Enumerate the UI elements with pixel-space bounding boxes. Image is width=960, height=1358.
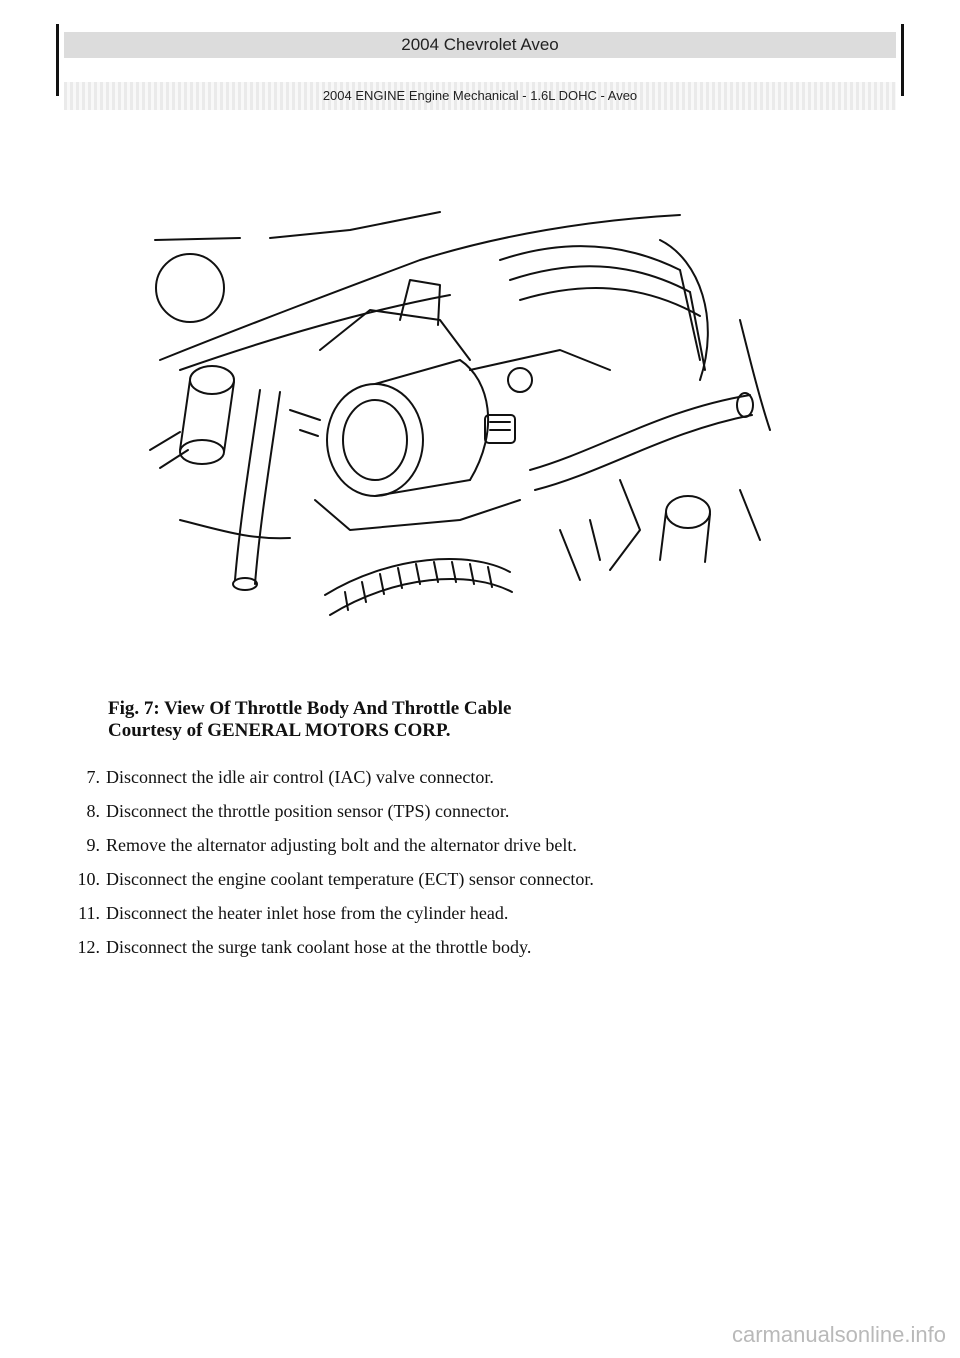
site-watermark: carmanualsonline.info: [731, 1322, 946, 1347]
step-item: [50, 862, 910, 896]
step-text: Remove the alternator adjusting bolt and the alternator drive belt.: [106, 835, 577, 855]
step-item: [50, 760, 910, 794]
step-text: Disconnect the idle air control (IAC) valve connector.: [106, 767, 494, 787]
step-item: [50, 794, 910, 828]
header-title: 2004 Chevrolet Aveo: [64, 32, 896, 58]
figure-caption: [108, 698, 808, 742]
header-subtitle: 2004 ENGINE Engine Mechanical - 1.6L DOHC - Aveo: [64, 82, 896, 110]
step-number: 10.: [77, 869, 100, 889]
step-text: Disconnect the surge tank coolant hose at the throttle body.: [106, 937, 532, 957]
step-number: 11.: [78, 903, 100, 923]
caption-credit: Courtesy of GENERAL MOTORS CORP.: [108, 720, 451, 741]
procedure-steps: [50, 760, 910, 964]
step-item: [50, 930, 910, 964]
header-right-rule: [901, 24, 904, 96]
step-number: 12.: [77, 937, 100, 957]
step-number: 7.: [86, 767, 100, 787]
step-number: 8.: [86, 801, 100, 821]
caption-title: Fig. 7: View Of Throttle Body And Throttle Cable: [108, 698, 512, 719]
page-header: [56, 24, 904, 103]
step-text: Disconnect the engine coolant temperature (ECT) sensor connector.: [106, 869, 594, 889]
header-left-rule: [56, 24, 59, 96]
step-item: [50, 828, 910, 862]
step-text: Disconnect the heater inlet hose from the cylinder head.: [106, 903, 509, 923]
step-text: Disconnect the throttle position sensor (TPS) connector.: [106, 801, 510, 821]
step-item: [50, 896, 910, 930]
step-number: 9.: [86, 835, 100, 855]
throttle-body-illustration: [140, 200, 780, 620]
